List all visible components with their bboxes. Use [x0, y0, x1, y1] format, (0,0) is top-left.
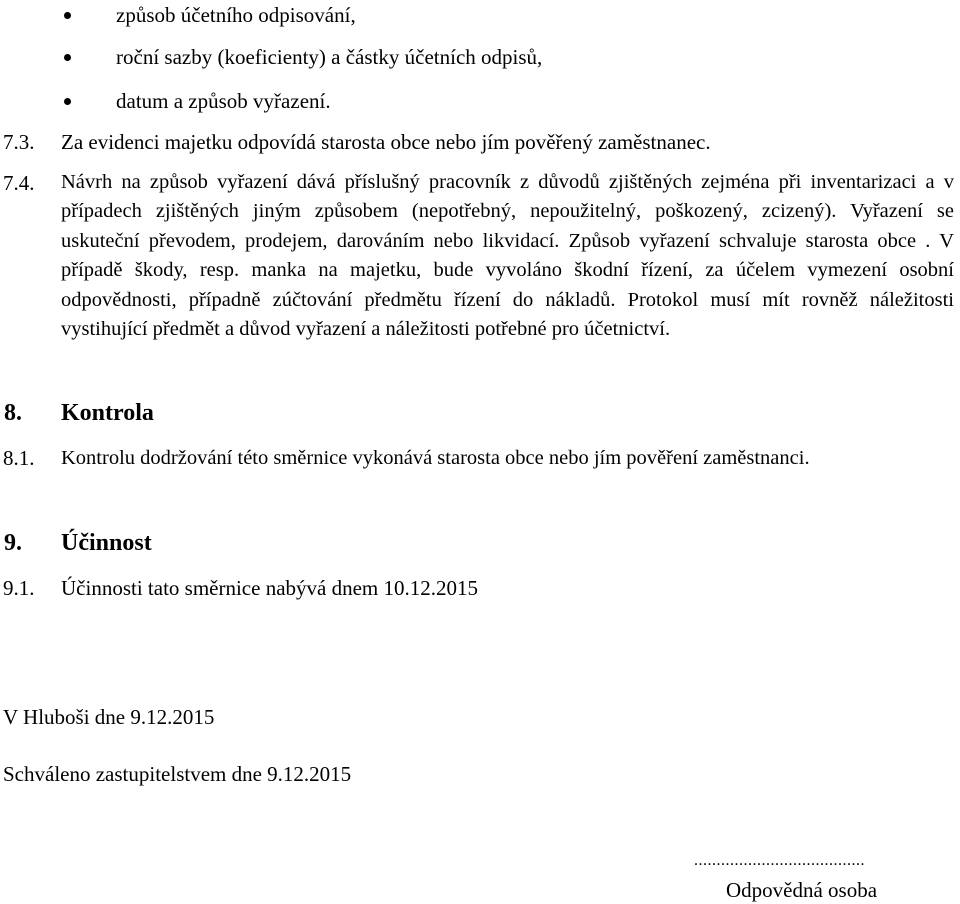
- paragraph-text: Účinnosti tato směrnice nabývá dnem 10.12.2015: [61, 576, 478, 600]
- paragraph-text: Kontrolu dodržování této směrnice vykonává starosta obce nebo jím pověření zaměstnanci.: [61, 447, 810, 469]
- paragraph-number: 9.1.: [3, 576, 35, 600]
- paragraph-number: 7.4.: [3, 171, 35, 195]
- bullet-text: datum a způsob vyřazení.: [116, 89, 331, 113]
- signature-line: ......................................: [694, 852, 865, 869]
- section-heading: Kontrola: [61, 400, 154, 426]
- paragraph-text: Za evidenci majetku odpovídá starosta obce nebo jím pověřený zaměstnanec.: [61, 130, 711, 154]
- paragraph-number: 8.1.: [3, 446, 35, 470]
- section-heading-number: 8.: [4, 400, 22, 426]
- bullet-text: způsob účetního odpisování,: [116, 3, 356, 27]
- bullet-icon: [64, 12, 71, 19]
- paragraph-number: 7.3.: [3, 130, 35, 154]
- signature-label: Odpovědná osoba: [726, 878, 878, 902]
- section-heading-number: 9.: [4, 530, 22, 556]
- paragraph-text: Návrh na způsob vyřazení dává příslušný pracovník z důvodů zjištěných zejména při inventarizaci a v případech zjištěných jiným způsobem (nepotřebný, nepoužitelný, poškozený, zcizený). Vyřazení se uskuteční převodem, prodejem, darováním nebo likvidací. Způsob vyřazení schvaluje starosta obce . V případě škody, resp. manka na majetku, bude vyvoláno škodní řízení, za účelem vymezení osobní odpovědnosti, případně zúčtování předmětu řízení do nákladů. Protokol musí mít rovněž náležitosti vystihující předmět a důvod vyřazení a náležitosti potřebné pro účetnictví.: [61, 171, 954, 341]
- bullet-text: roční sazby (koeficienty) a částky účetních odpisů,: [116, 45, 543, 69]
- place-date: V Hluboši dne 9.12.2015: [3, 705, 215, 729]
- bullet-icon: [64, 98, 71, 105]
- approval-note: Schváleno zastupitelstvem dne 9.12.2015: [3, 762, 352, 786]
- section-heading: Účinnost: [61, 530, 152, 556]
- bullet-icon: [64, 54, 71, 61]
